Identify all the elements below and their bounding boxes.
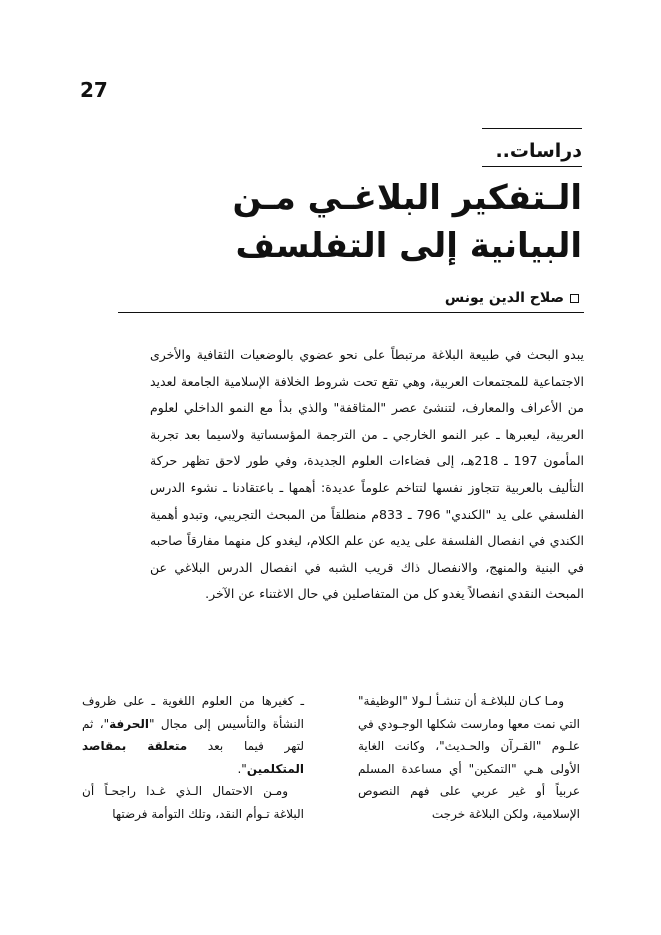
left-p1-start: ـ كغيرها من العلوم اللغوية ـ على ظروف النشأة والتأسيس إلى مجال " bbox=[82, 694, 304, 731]
body-column-left bbox=[82, 690, 304, 826]
body-column-right bbox=[358, 690, 580, 826]
left-p1-strong-2: متعلقة بمقاصد المتكلمين bbox=[82, 739, 304, 776]
left-column-paragraph-1 bbox=[82, 690, 304, 780]
author-byline bbox=[445, 290, 579, 306]
intro-text: يبدو البحث في طبيعة البلاغة مرتبطاً على نحو عضوي بالوضعيات الثقافية والأخرى الاجتماعية للمجتمعات العربية، وهي تقع تحت شروط الخلافة الإسلامية الجامعة لعديد من الأعراف والمعارف، لتنشئ عصر "المثاقفة" والذي بدأ مع النمو الداخلي لعلوم العربية، ليعبرها ـ عبر النمو الخارجي ـ من الترجمة المؤسساتية ولاسيما بعد تجربة المأمون 197 ـ 218هـ، إلى فضاءات العلوم الجديدة، وفي طور لاحق تظهر حركة التأليف بالعربية تتجاوز نفسها لتتاخم علوماً عديدة: أهمها ـ باعتقادنا ـ نشوء الدرس الفلسفي على يد "الكندي" 796 ـ 833م منطلقاً من المبحث التجريبي، وتبدو أهمية الكندي في انفصال الفلسفة على يديه عن علم الكلام، ليغدو كل منهما مفارقاً صاحبه في البنية والمنهج، والانفصال ذاك قريب الشبه في انفصال الدرس البلاغي عن المبحث النقدي انفصالاً يغدو كل من المتفاصلين في حال الاغتناء عن الآخر. bbox=[150, 347, 585, 602]
square-bullet-icon bbox=[570, 294, 579, 303]
left-p1-strong-1: الحرفة bbox=[109, 716, 149, 731]
right-column-text: ومـا كـان للبلاغـة أن تنشـأ لـولا "الوظيفة" التي نمت معها ومارست شكلها الوجـودي في علـوم "القـرآن والحـديث"، وكانت الغاية الأولى هـي "التمكين" أي مساعدة المسلم عربياً أو غير عربي على فهم النصوص الإسلامية، ولكن البلاغة خرجت bbox=[358, 694, 580, 821]
title-line-2: البيانية إلى التفلسف bbox=[235, 226, 582, 266]
left-p1-end: ". bbox=[237, 761, 247, 776]
title-line-1: الـتفكير البلاغـي مـن bbox=[232, 178, 582, 218]
author-name: صلاح الدين يونس bbox=[444, 290, 564, 306]
left-column-paragraph-2: ومـن الاحتمال الـذي غـدا راجحـاً أن البلاغة تـوأم النقد، وتلك التوأمة فرضتها bbox=[82, 784, 304, 821]
section-underline bbox=[482, 166, 582, 167]
section-label: دراسات.. bbox=[495, 140, 582, 162]
article-title bbox=[162, 174, 582, 270]
page-number: 27 bbox=[80, 78, 108, 102]
left-p1-mid: "، ثم لتهر فيما بعد bbox=[82, 716, 304, 754]
author-rule bbox=[118, 312, 584, 313]
section-top-rule bbox=[482, 128, 582, 129]
intro-paragraph bbox=[150, 342, 584, 608]
